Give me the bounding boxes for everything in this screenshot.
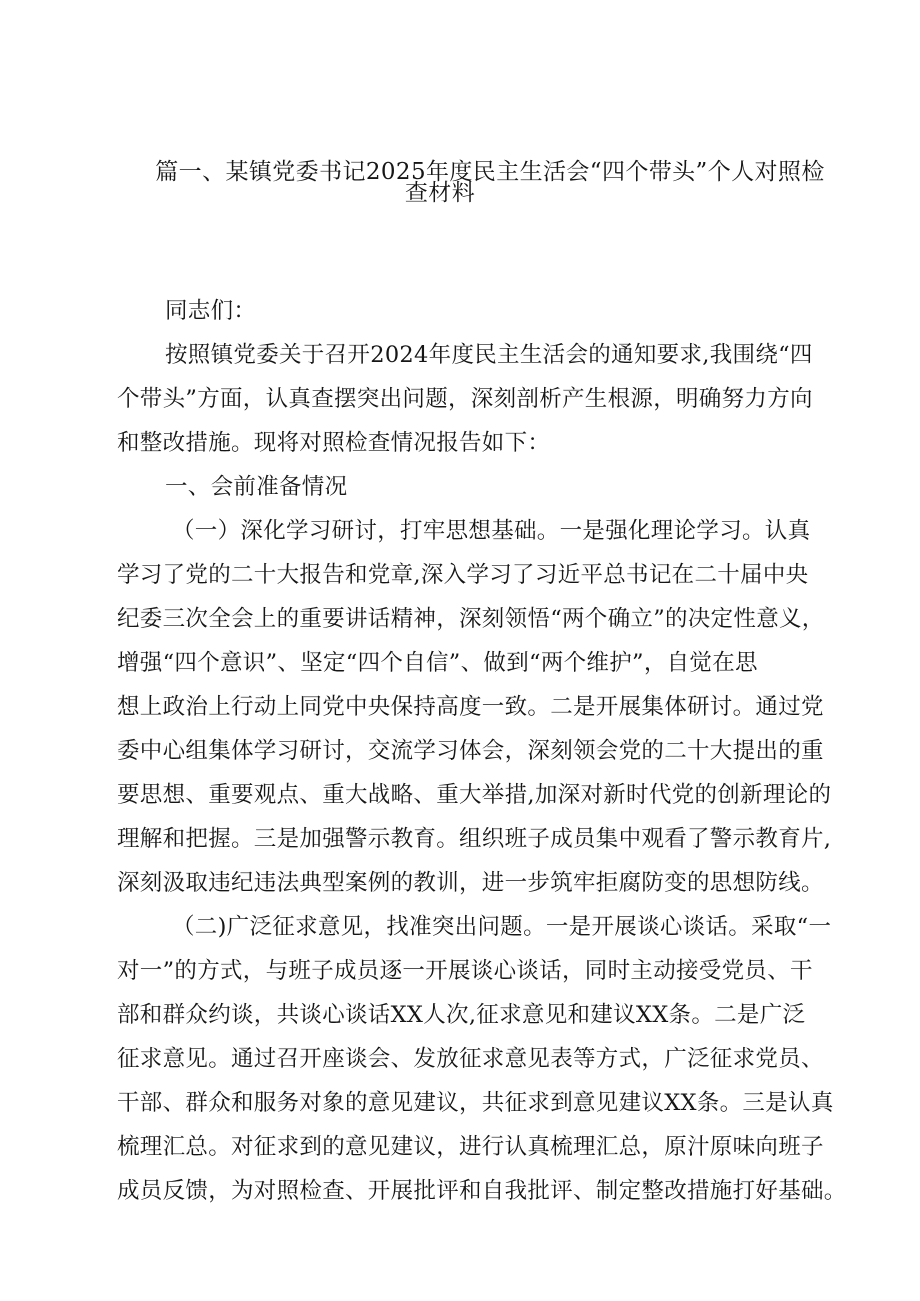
- paragraph-line: 梳理汇总。对征求到的意见建议，进行认真梳理汇总，原汁原味向班子: [117, 1134, 824, 1160]
- section-heading: 一、会前准备情况: [165, 474, 348, 500]
- paragraph-line: 想上政治上行动上同党中央保持高度一致。二是开展集体研讨。通过党: [117, 694, 824, 720]
- paragraph-line: 理解和把握。三是加强警示教育。组织班子成员集中观看了警示教育片,: [117, 826, 832, 852]
- document-title-line-2: 查材料: [404, 180, 476, 206]
- paragraph-line: 委中心组集体学习研讨，交流学习体会，深刻领会党的二十大提出的重: [117, 738, 824, 764]
- paragraph-line: 个带头”方面，认真查摆突出问题，深刻剖析产生根源，明确努力方向: [117, 386, 813, 412]
- paragraph-line: 部和群众约谈，共谈心谈话XX人次,征求意见和建议XX条。二是广泛: [117, 1002, 806, 1028]
- paragraph-line: 按照镇党委关于召开2024年度民主生活会的通知要求,我围绕“四: [165, 342, 813, 368]
- paragraph-line: 成员反馈，为对照检查、开展批评和自我批评、制定整改措施打好基础。: [117, 1178, 847, 1204]
- paragraph-line: 对一”的方式，与班子成员逐一开展谈心谈话，同时主动接受党员、干: [117, 958, 813, 984]
- paragraph-line: 要思想、重要观点、重大战略、重大举措,加深对新时代党的创新理论的: [117, 782, 832, 808]
- paragraph-line: 深刻汲取违纪违法典型案例的教训，进一步筑牢拒腐防变的思想防线。: [117, 870, 824, 896]
- paragraph-line: 征求意见。通过召开座谈会、发放征求意见表等方式，广泛征求党员、: [117, 1046, 824, 1072]
- paragraph-line: （二)广泛征求意见，找准突出问题。一是开展谈心谈话。采取“一: [172, 914, 832, 940]
- paragraph-line: 学习了党的二十大报告和党章,深入学习了习近平总书记在二十届中央: [117, 562, 809, 588]
- paragraph-line: （一）深化学习研讨，打牢思想基础。一是强化理论学习。认真: [172, 518, 811, 544]
- paragraph-line: 增强“四个意识”、坚定“四个自信”、做到“两个维护”，自觉在思: [117, 650, 758, 676]
- paragraph-line: 纪委三次全会上的重要讲话精神，深刻领悟“两个确立”的决定性意义，: [117, 606, 825, 632]
- paragraph-line: 干部、群众和服务对象的意见建议，共征求到意见建议XX条。三是认真: [117, 1090, 834, 1116]
- paragraph-line: 和整改措施。现将对照检查情况报告如下：: [117, 430, 551, 456]
- salutation: 同志们：: [165, 298, 257, 324]
- document-title-line-1: 篇一、某镇党委书记2025年度民主生活会“四个带头”个人对照检: [155, 159, 825, 185]
